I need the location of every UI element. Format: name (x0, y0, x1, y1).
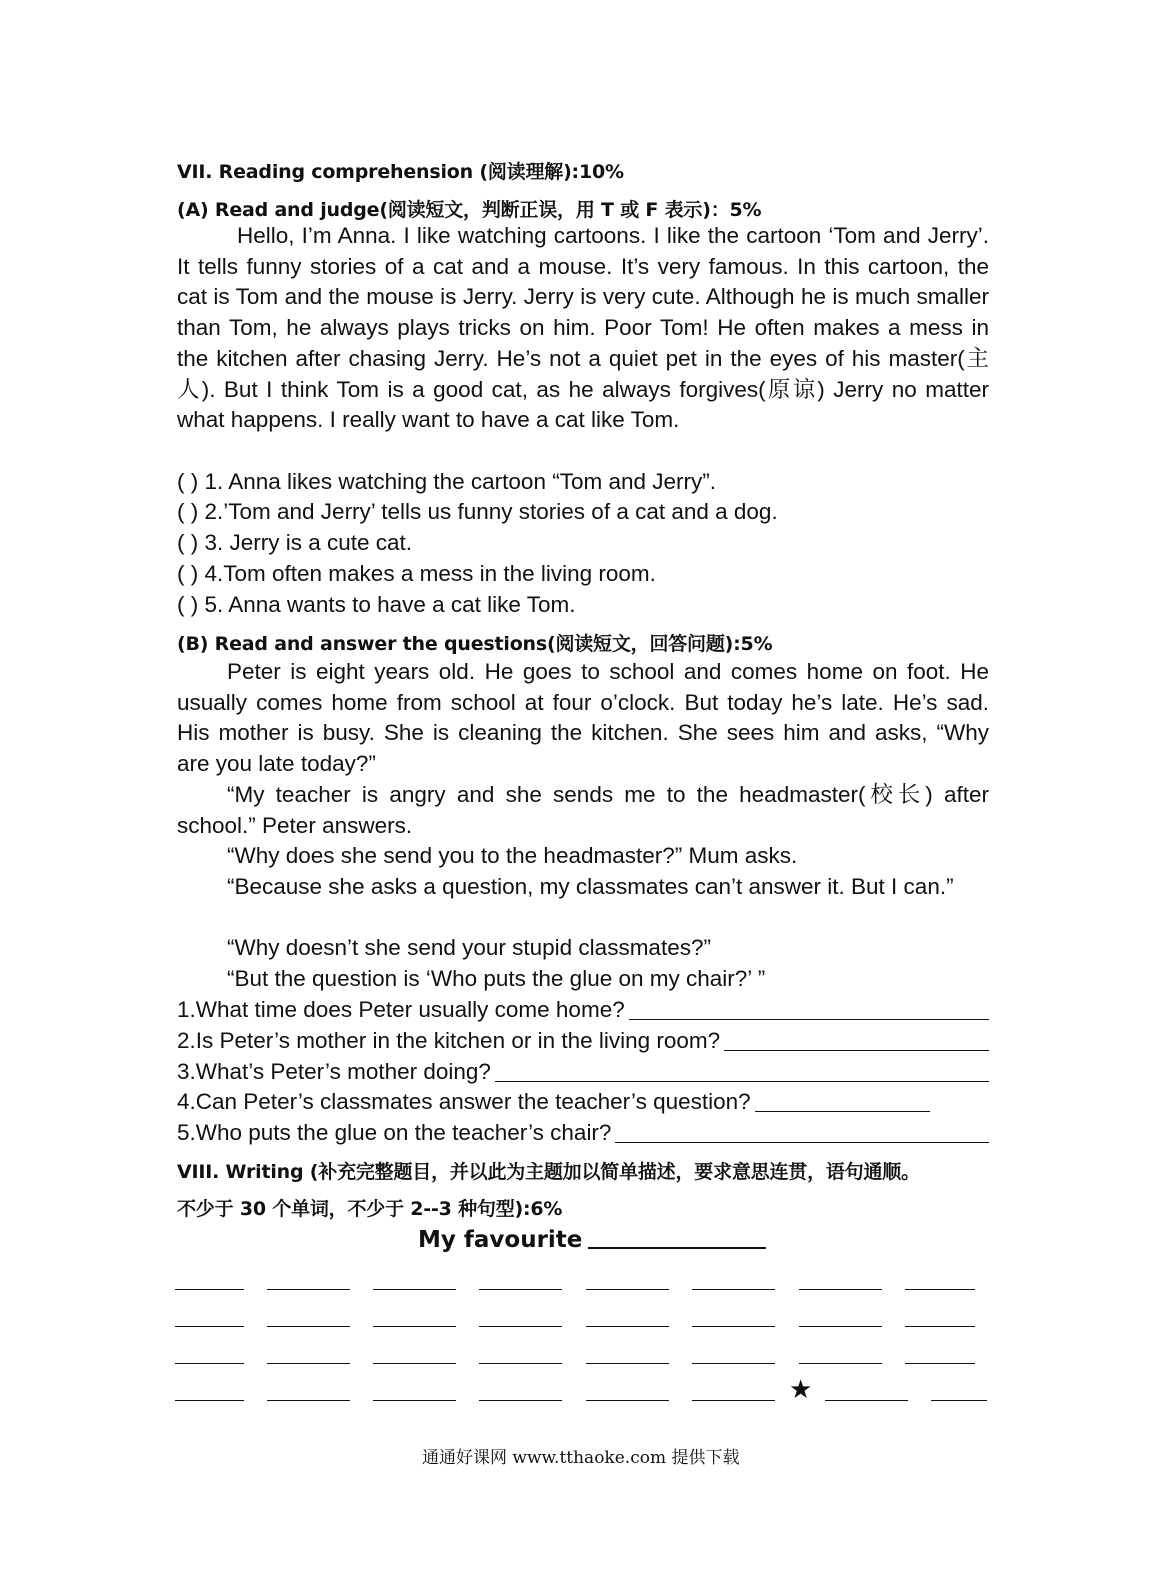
part-b-paragraph-6: “But the question is ‘Who puts the glue on my chair?’ ” (227, 966, 766, 991)
writing-line[interactable] (479, 1363, 562, 1364)
judge-item-1: ( ) 1. Anna likes watching the cartoon “Tom and Jerry”. (177, 469, 716, 494)
writing-line[interactable] (373, 1326, 456, 1327)
star-icon: ★ (789, 1375, 813, 1405)
question-row-2 (177, 1026, 989, 1056)
part-b-paragraph-5: “Why doesn’t she send your stupid classmates?” (227, 935, 711, 960)
writing-line[interactable] (373, 1289, 456, 1290)
writing-line[interactable] (692, 1363, 775, 1364)
writing-title (418, 1227, 766, 1253)
part-b-heading: (B) Read and answer the questions(阅读短文，回答问题):5% (177, 633, 773, 655)
section-8-heading-line-1: VIII. Writing (补充完整题目，并以此为主题加以简单描述，要求意思连贯，语句通顺。 (177, 1161, 920, 1183)
judge-item-2: ( ) 2.’Tom and Jerry’ tells us funny stories of a cat and a dog. (177, 499, 778, 524)
writing-line[interactable] (586, 1289, 669, 1290)
writing-line[interactable] (905, 1289, 975, 1290)
question-row-4 (177, 1087, 989, 1117)
judge-item-4: ( ) 4.Tom often makes a mess in the living room. (177, 561, 656, 586)
writing-line[interactable] (692, 1289, 775, 1290)
writing-line[interactable] (905, 1326, 975, 1327)
writing-line[interactable] (175, 1363, 244, 1364)
question-3: 3.What’s Peter’s mother doing? (177, 1059, 491, 1084)
writing-line[interactable] (905, 1363, 975, 1364)
answer-blank-3[interactable] (495, 1080, 989, 1082)
writing-line[interactable] (267, 1400, 350, 1401)
part-b-paragraph-3: “Why does she send you to the headmaster?” Mum asks. (227, 843, 798, 868)
writing-line[interactable] (267, 1326, 350, 1327)
part-b-paragraph-1: Peter is eight years old. He goes to school and comes home on foot. He usually comes home from school at four o’clock. But today he’s late. He’s sad. His mother is busy. She is cleaning the kitchen. She sees him and asks, “Why are you late today?” (177, 659, 989, 777)
question-4: 4.Can Peter’s classmates answer the teacher’s question? (177, 1089, 751, 1114)
footer-source: 通通好课网 www.tthaoke.com 提供下载 (422, 1448, 740, 1468)
section-7-heading: VII. Reading comprehension (阅读理解):10% (177, 161, 624, 183)
writing-line[interactable] (175, 1289, 244, 1290)
question-2: 2.Is Peter’s mother in the kitchen or in the living room? (177, 1028, 721, 1053)
writing-line[interactable] (586, 1400, 669, 1401)
writing-line[interactable] (931, 1400, 987, 1401)
writing-line[interactable] (373, 1363, 456, 1364)
writing-line[interactable] (799, 1289, 882, 1290)
writing-line[interactable] (799, 1363, 882, 1364)
writing-line[interactable] (586, 1363, 669, 1364)
writing-line[interactable] (692, 1326, 775, 1327)
question-row-1 (177, 995, 989, 1025)
writing-line[interactable] (692, 1400, 775, 1401)
answer-blank-4[interactable] (755, 1110, 930, 1112)
writing-line[interactable] (799, 1326, 882, 1327)
writing-line[interactable] (175, 1326, 244, 1327)
writing-line[interactable] (479, 1326, 562, 1327)
answer-blank-5[interactable] (615, 1141, 989, 1143)
writing-line[interactable] (175, 1400, 244, 1401)
question-row-3 (177, 1057, 989, 1087)
question-row-5 (177, 1118, 989, 1148)
part-b-paragraph-4: “Because she asks a question, my classmates can’t answer it. But I can.” (227, 874, 954, 899)
part-b-paragraph-2: “My teacher is angry and she sends me to the headmaster(校长) after school.” Peter answers. (177, 782, 989, 838)
judge-item-5: ( ) 5. Anna wants to have a cat like Tom. (177, 592, 576, 617)
writing-line[interactable] (373, 1400, 456, 1401)
section-8-heading-line-2: 不少于 30 个单词，不少于 2--3 种句型):6% (177, 1198, 563, 1220)
writing-line[interactable] (586, 1326, 669, 1327)
writing-line[interactable] (267, 1289, 350, 1290)
part-a-heading: (A) Read and judge(阅读短文，判断正误，用 T 或 F 表示)：5% (177, 199, 762, 221)
writing-line[interactable] (479, 1400, 562, 1401)
question-5: 5.Who puts the glue on the teacher’s chair? (177, 1120, 612, 1145)
answer-blank-2[interactable] (724, 1049, 989, 1051)
part-a-passage: Hello, I’m Anna. I like watching cartoons. I like the cartoon ‘Tom and Jerry’. It tells funny stories of a cat and a mouse. It’s very famous. In this cartoon, the cat is Tom and the mouse is Jerry. Jerry is very cute. Although he is much smaller than Tom, he always plays tricks on him. Poor Tom! He often makes a mess in the kitchen after chasing Jerry. He’s not a quiet pet in the eyes of his master(主人). But I think Tom is a good cat, as he always forgives(原谅) Jerry no matter what happens. I really want to have a cat like Tom. (177, 223, 989, 433)
writing-title-blank[interactable] (588, 1247, 766, 1249)
answer-blank-1[interactable] (629, 1018, 989, 1020)
writing-line[interactable] (479, 1289, 562, 1290)
writing-line[interactable] (825, 1400, 908, 1401)
question-1: 1.What time does Peter usually come home? (177, 997, 625, 1022)
writing-line[interactable] (267, 1363, 350, 1364)
judge-item-3: ( ) 3. Jerry is a cute cat. (177, 530, 413, 555)
writing-title-text: My favourite (418, 1227, 583, 1253)
